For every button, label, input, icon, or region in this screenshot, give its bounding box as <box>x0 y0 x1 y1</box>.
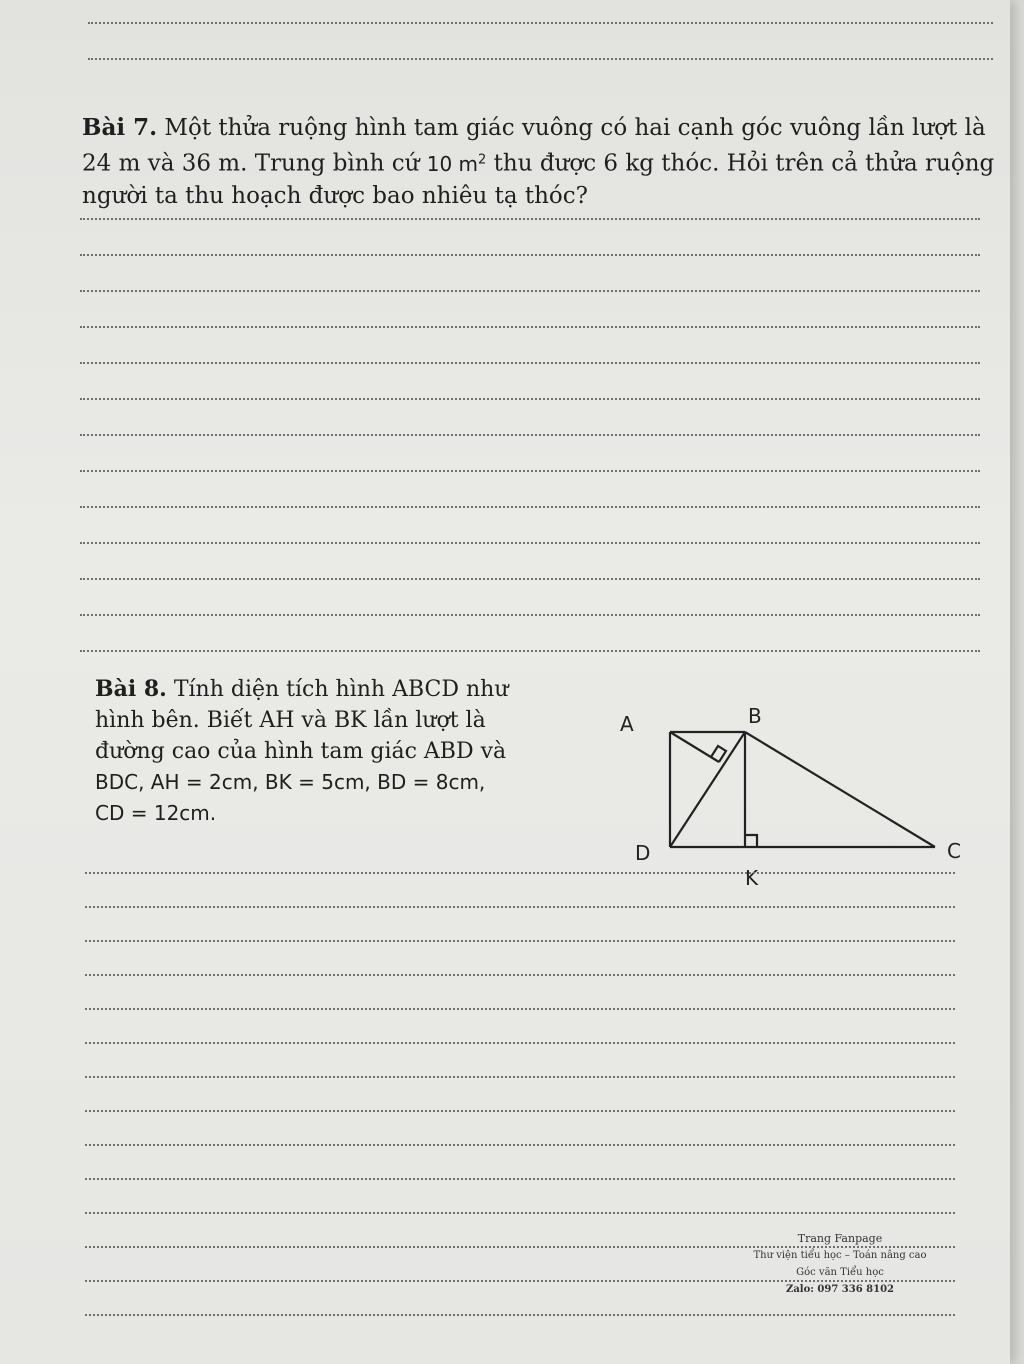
problem-8-label: Bài 8. <box>95 676 167 702</box>
footer-credits <box>700 1230 980 1298</box>
answer-line <box>80 218 980 220</box>
answer-line <box>80 254 980 256</box>
answer-line <box>85 1178 955 1180</box>
answer-line <box>80 650 980 652</box>
problem-7-text-end: thu được 6 kg thóc. Hỏi trên cả thửa ruộng người ta thu hoạch được bao nhiêu tạ thóc? <box>82 150 995 209</box>
answer-line <box>85 1008 955 1010</box>
problem-8 <box>95 674 515 829</box>
diagonal-bd <box>670 732 745 847</box>
answer-line <box>80 362 980 364</box>
label-k: K <box>745 866 759 890</box>
footer-line-2: Góc văn Tiểu học <box>796 1267 884 1278</box>
answer-line <box>80 614 980 616</box>
answer-line <box>85 1144 955 1146</box>
area-unit: 10 $m^2$ <box>426 151 487 176</box>
problem-7 <box>82 112 1002 212</box>
footer-fanpage: Trang Fanpage <box>797 1232 883 1245</box>
answer-line <box>85 872 955 874</box>
problem-7-text-start: Một thửa ruộng hình tam giác vuông có hai cạnh góc vuông lần lượt là 24 m và 36 m. Trung bình cứ <box>82 115 986 177</box>
answer-line <box>85 1076 955 1078</box>
answer-line <box>85 1212 955 1214</box>
trapezoid-diagram <box>615 695 975 895</box>
answer-line <box>88 22 993 24</box>
answer-line <box>80 290 980 292</box>
answer-line <box>80 506 980 508</box>
answer-line <box>85 1110 955 1112</box>
answer-line <box>80 326 980 328</box>
footer-zalo: Zalo: 097 336 8102 <box>786 1284 894 1295</box>
label-b: B <box>748 704 762 728</box>
problem-7-label: Bài 7. <box>82 114 158 141</box>
right-angle-k <box>745 835 757 847</box>
side-bc <box>745 732 935 847</box>
answer-line <box>80 470 980 472</box>
answer-line <box>88 58 993 60</box>
label-a: A <box>620 712 634 736</box>
label-d: D <box>635 841 651 865</box>
answer-line <box>85 974 955 976</box>
height-ah <box>670 732 719 762</box>
answer-line <box>80 434 980 436</box>
problem-8-given: BDC, AH = 2cm, BK = 5cm, BD = 8cm, CD = 12cm. <box>95 770 486 825</box>
answer-line <box>85 1314 955 1316</box>
problem-8-text: Tính diện tích hình ABCD như hình bên. Biết AH và BK lần lượt là đường cao của hình tam giác ABD và <box>95 677 509 764</box>
answer-line <box>80 578 980 580</box>
footer-line-1: Thư viện tiểu học – Toán nâng cao <box>753 1250 927 1261</box>
answer-line <box>80 542 980 544</box>
answer-line <box>80 398 980 400</box>
answer-line <box>85 906 955 908</box>
answer-line <box>85 1042 955 1044</box>
label-c: C <box>947 839 961 863</box>
answer-line <box>85 940 955 942</box>
